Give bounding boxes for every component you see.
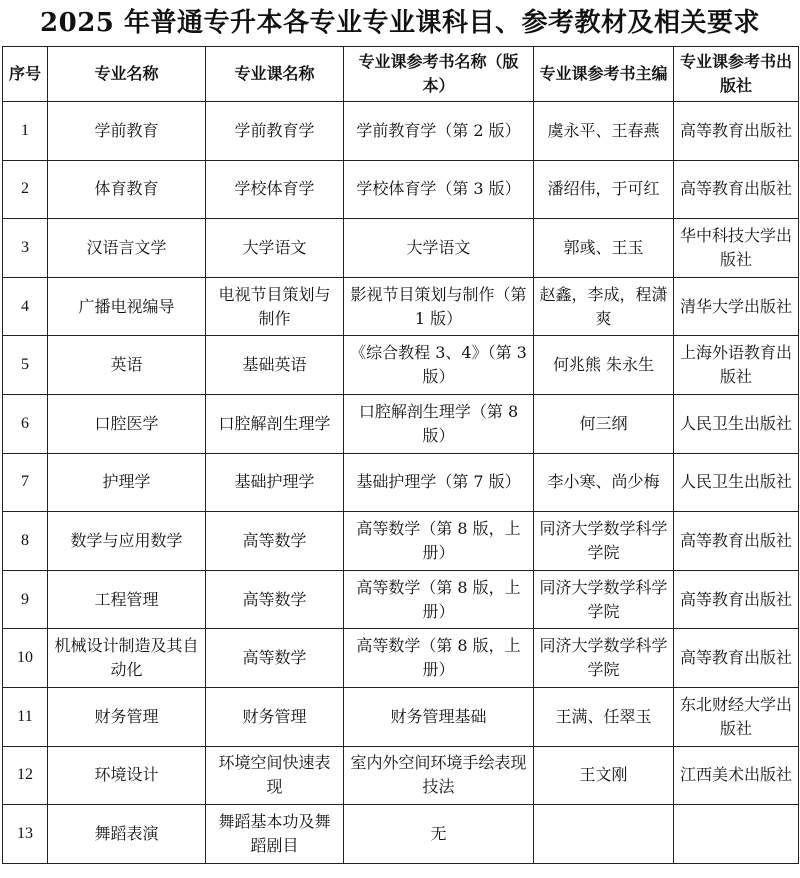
header-serial: 序号 [3,47,48,102]
cell-course: 基础护理学 [206,453,344,512]
cell-serial: 6 [3,394,48,453]
cell-course: 学前教育学 [206,102,344,161]
cell-book: 室内外空间环境手绘表现技法 [344,746,534,805]
cell-publisher: 华中科技大学出版社 [674,219,799,278]
cell-serial: 11 [3,687,48,746]
cell-serial: 5 [3,336,48,395]
cell-course: 基础英语 [206,336,344,395]
cell-major: 财务管理 [48,687,206,746]
cell-serial: 8 [3,512,48,571]
header-course: 专业课名称 [206,47,344,102]
cell-major: 机械设计制造及其自动化 [48,629,206,688]
cell-major: 汉语言文学 [48,219,206,278]
table-row [3,336,799,395]
cell-publisher: 高等教育出版社 [674,629,799,688]
cell-book: 财务管理基础 [344,687,534,746]
cell-serial: 12 [3,746,48,805]
cell-editor: 王文刚 [534,746,674,805]
cell-publisher: 高等教育出版社 [674,570,799,629]
cell-editor: 郭彧、王玉 [534,219,674,278]
cell-book: 学校体育学（第 3 版） [344,160,534,219]
cell-serial: 4 [3,277,48,336]
cell-serial: 2 [3,160,48,219]
table-row [3,160,799,219]
cell-book: 口腔解剖生理学（第 8 版） [344,394,534,453]
cell-editor [534,805,674,864]
table-row [3,394,799,453]
cell-editor: 同济大学数学科学学院 [534,629,674,688]
table-row [3,805,799,864]
table-row [3,629,799,688]
cell-major: 环境设计 [48,746,206,805]
cell-book: 无 [344,805,534,864]
cell-publisher: 高等教育出版社 [674,160,799,219]
table-header-row [3,47,799,102]
cell-book: 学前教育学（第 2 版） [344,102,534,161]
cell-course: 学校体育学 [206,160,344,219]
table-row [3,277,799,336]
header-major: 专业名称 [48,47,206,102]
cell-course: 高等数学 [206,512,344,571]
cell-course: 舞蹈基本功及舞蹈剧目 [206,805,344,864]
cell-book: 《综合教程 3、4》（第 3 版） [344,336,534,395]
cell-serial: 13 [3,805,48,864]
cell-publisher: 江西美术出版社 [674,746,799,805]
cell-serial: 1 [3,102,48,161]
cell-publisher: 清华大学出版社 [674,277,799,336]
cell-editor: 同济大学数学科学学院 [534,570,674,629]
cell-course: 电视节目策划与制作 [206,277,344,336]
table-row [3,102,799,161]
table-row [3,512,799,571]
cell-major: 数学与应用数学 [48,512,206,571]
table-row [3,687,799,746]
cell-editor: 何兆熊 朱永生 [534,336,674,395]
cell-major: 舞蹈表演 [48,805,206,864]
cell-book: 高等数学（第 8 版，上册） [344,570,534,629]
cell-major: 英语 [48,336,206,395]
table-row [3,746,799,805]
cell-major: 学前教育 [48,102,206,161]
cell-book: 高等数学（第 8 版，上册） [344,629,534,688]
cell-serial: 3 [3,219,48,278]
cell-serial: 9 [3,570,48,629]
cell-serial: 7 [3,453,48,512]
cell-publisher: 东北财经大学出版社 [674,687,799,746]
cell-major: 护理学 [48,453,206,512]
header-publisher: 专业课参考书出版社 [674,47,799,102]
cell-book: 大学语文 [344,219,534,278]
cell-publisher: 人民卫生出版社 [674,394,799,453]
cell-course: 环境空间快速表现 [206,746,344,805]
cell-book: 影视节目策划与制作（第 1 版） [344,277,534,336]
cell-publisher: 高等教育出版社 [674,102,799,161]
cell-editor: 何三纲 [534,394,674,453]
cell-course: 高等数学 [206,629,344,688]
cell-editor: 潘绍伟，于可红 [534,160,674,219]
header-book: 专业课参考书名称（版本） [344,47,534,102]
cell-course: 财务管理 [206,687,344,746]
table-row [3,219,799,278]
cell-editor: 王满、任翠玉 [534,687,674,746]
document-title: 2025 年普通专升本各专业专业课科目、参考教材及相关要求 [40,8,760,38]
cell-publisher: 上海外语教育出版社 [674,336,799,395]
cell-course: 口腔解剖生理学 [206,394,344,453]
cell-book: 基础护理学（第 7 版） [344,453,534,512]
course-table [2,46,799,864]
table-row [3,570,799,629]
cell-major: 体育教育 [48,160,206,219]
cell-serial: 10 [3,629,48,688]
cell-publisher [674,805,799,864]
cell-major: 广播电视编导 [48,277,206,336]
cell-book: 高等数学（第 8 版，上册） [344,512,534,571]
header-editor: 专业课参考书主编 [534,47,674,102]
cell-course: 大学语文 [206,219,344,278]
cell-publisher: 高等教育出版社 [674,512,799,571]
cell-major: 口腔医学 [48,394,206,453]
cell-editor: 李小寒、尚少梅 [534,453,674,512]
cell-course: 高等数学 [206,570,344,629]
cell-editor: 同济大学数学科学学院 [534,512,674,571]
cell-major: 工程管理 [48,570,206,629]
table-row [3,453,799,512]
cell-publisher: 人民卫生出版社 [674,453,799,512]
cell-editor: 虞永平、王春燕 [534,102,674,161]
cell-editor: 赵鑫，李成，程潇爽 [534,277,674,336]
